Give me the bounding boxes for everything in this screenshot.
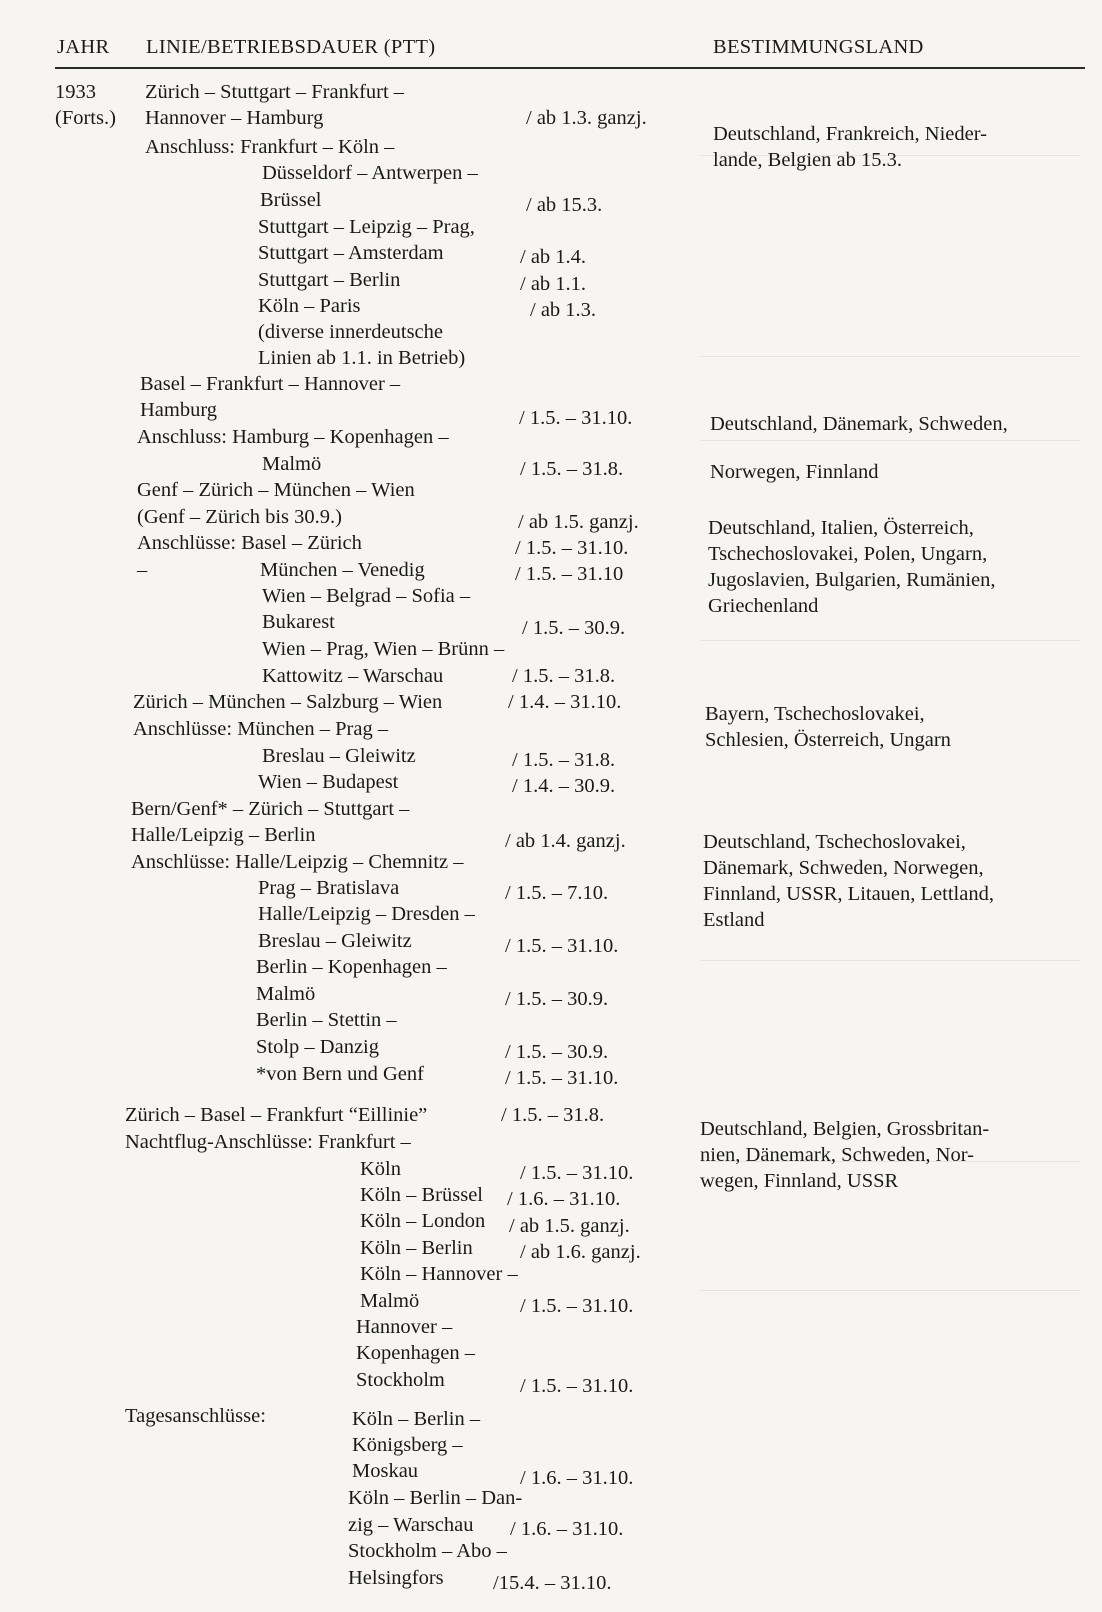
- country-line: Dänemark, Schweden, Norwegen,: [703, 857, 984, 879]
- period-line: / 1.4. – 31.10.: [508, 691, 622, 713]
- country-line: Deutschland, Frankreich, Nieder-: [713, 123, 987, 145]
- route-line: Breslau – Gleiwitz: [258, 930, 412, 952]
- route-line: Halle/Leipzig – Berlin: [131, 824, 316, 846]
- year-cell: (Forts.): [55, 107, 116, 129]
- route-line: Anschlüsse: Basel – Zürich: [137, 532, 362, 554]
- country-line: Bayern, Tschechoslovakei,: [705, 703, 925, 725]
- period-line: / 1.5. – 30.9.: [505, 988, 609, 1010]
- route-line: Hamburg: [140, 399, 218, 421]
- header-year: JAHR: [57, 36, 110, 58]
- period-line: / 1.5. – 31.10.: [520, 1295, 634, 1317]
- period-line: / 1.6. – 31.10.: [510, 1518, 624, 1540]
- period-line: / 1.5. – 7.10.: [505, 882, 609, 904]
- period-line: / ab 1.5. ganzj.: [509, 1215, 630, 1237]
- period-line: / 1.5. – 31.10.: [515, 537, 629, 559]
- period-line: / ab 1.3.: [530, 299, 597, 321]
- route-line: Anschlüsse: Halle/Leipzig – Chemnitz –: [131, 851, 464, 873]
- period-line: / ab 1.6. ganzj.: [520, 1241, 641, 1263]
- period-line: / 1.5. – 31.10: [515, 563, 624, 585]
- route-line: Köln – Berlin – Dan-: [348, 1487, 523, 1509]
- period-line: / 1.5. – 31.10.: [520, 1162, 634, 1184]
- route-line: Tagesanschlüsse:: [125, 1405, 266, 1427]
- route-line: Kopenhagen –: [356, 1342, 475, 1364]
- route-line: (Genf – Zürich bis 30.9.): [137, 506, 342, 528]
- route-line: Bukarest: [262, 611, 335, 633]
- route-line: Basel – Frankfurt – Hannover –: [140, 373, 401, 395]
- period-line: / 1.5. – 31.10.: [505, 1067, 619, 1089]
- route-line: Moskau: [352, 1460, 419, 1482]
- country-line: Jugoslavien, Bulgarien, Rumänien,: [708, 569, 996, 591]
- route-line: Anschluss: Frankfurt – Köln –: [145, 136, 395, 158]
- route-line: Zürich – Basel – Frankfurt “Eillinie”: [125, 1104, 428, 1126]
- route-line: München – Venedig: [260, 559, 425, 581]
- route-line: Köln – Berlin: [360, 1237, 473, 1259]
- route-line: (diverse innerdeutsche: [258, 321, 443, 343]
- route-line: zig – Warschau: [348, 1514, 474, 1536]
- route-line: Köln – Berlin –: [352, 1408, 481, 1430]
- period-line: / ab 1.1.: [520, 273, 587, 295]
- country-line: Griechenland: [708, 595, 819, 617]
- route-line: Kattowitz – Warschau: [262, 665, 444, 687]
- country-line: Deutschland, Belgien, Grossbritan-: [700, 1118, 990, 1140]
- route-line: Hannover –: [356, 1316, 453, 1338]
- route-line: Berlin – Stettin –: [256, 1009, 397, 1031]
- route-line: Wien – Prag, Wien – Brünn –: [262, 638, 505, 660]
- period-line: / 1.6. – 31.10.: [507, 1188, 621, 1210]
- route-line: Nachtflug-Anschlüsse: Frankfurt –: [125, 1131, 411, 1153]
- route-line: Bern/Genf* – Zürich – Stuttgart –: [131, 798, 410, 820]
- route-line: Stuttgart – Amsterdam: [258, 242, 444, 264]
- period-line: / ab 1.4. ganzj.: [505, 830, 626, 852]
- period-line: / 1.5. – 30.9.: [505, 1041, 609, 1063]
- period-line: / 1.5. – 31.8.: [512, 665, 616, 687]
- country-line: nien, Dänemark, Schweden, Nor-: [700, 1144, 974, 1166]
- route-line: *von Bern und Genf: [256, 1063, 424, 1085]
- period-line: / 1.4. – 30.9.: [512, 775, 616, 797]
- route-line: Linien ab 1.1. in Betrieb): [258, 347, 466, 369]
- route-line: Malmö: [360, 1290, 420, 1312]
- header-route: LINIE/BETRIEBSDAUER (PTT): [146, 36, 436, 58]
- route-line: Zürich – Stuttgart – Frankfurt –: [145, 81, 405, 103]
- country-line: Schlesien, Österreich, Ungarn: [705, 729, 951, 751]
- route-line: Anschluss: Hamburg – Kopenhagen –: [137, 426, 449, 448]
- period-line: / ab 1.4.: [520, 246, 587, 268]
- route-line: Malmö: [256, 983, 316, 1005]
- route-line: Hannover – Hamburg: [145, 107, 324, 129]
- route-line: Prag – Bratislava: [258, 877, 400, 899]
- route-line: Düsseldorf – Antwerpen –: [262, 162, 478, 184]
- route-line: Königsberg –: [352, 1434, 463, 1456]
- route-line: Halle/Leipzig – Dresden –: [258, 903, 475, 925]
- route-line: Wien – Belgrad – Sofia –: [262, 585, 471, 607]
- period-line: / 1.5. – 30.9.: [522, 617, 626, 639]
- year-cell: 1933: [55, 81, 96, 103]
- period-line: / 1.5. – 31.8.: [501, 1104, 605, 1126]
- route-line: –: [137, 559, 148, 581]
- period-line: / ab 1.3. ganzj.: [526, 107, 647, 129]
- period-line: / 1.5. – 31.10.: [520, 1375, 634, 1397]
- country-line: Finnland, USSR, Litauen, Lettland,: [703, 883, 994, 905]
- route-line: Stolp – Danzig: [256, 1036, 379, 1058]
- country-line: Tschechoslovakei, Polen, Ungarn,: [708, 543, 988, 565]
- route-line: Wien – Budapest: [258, 771, 399, 793]
- header-rule: [55, 67, 1085, 69]
- header-country: BESTIMMUNGSLAND: [713, 36, 924, 58]
- route-line: Berlin – Kopenhagen –: [256, 956, 447, 978]
- route-line: Stockholm – Abo –: [348, 1540, 507, 1562]
- route-line: Zürich – München – Salzburg – Wien: [133, 691, 443, 713]
- country-line: Deutschland, Dänemark, Schweden,: [710, 413, 1008, 435]
- period-line: / 1.5. – 31.10.: [505, 935, 619, 957]
- route-line: Köln: [360, 1158, 401, 1180]
- route-line: Anschlüsse: München – Prag –: [133, 718, 389, 740]
- route-line: Stuttgart – Leipzig – Prag,: [258, 216, 475, 238]
- route-line: Stockholm: [356, 1369, 445, 1391]
- country-line: Deutschland, Italien, Österreich,: [708, 517, 974, 539]
- route-line: Breslau – Gleiwitz: [262, 745, 416, 767]
- period-line: / ab 1.5. ganzj.: [518, 511, 639, 533]
- country-line: Deutschland, Tschechoslovakei,: [703, 831, 966, 853]
- route-line: Köln – Brüssel: [360, 1184, 483, 1206]
- route-line: Brüssel: [260, 189, 322, 211]
- route-line: Malmö: [262, 453, 322, 475]
- route-line: Köln – Hannover –: [360, 1263, 518, 1285]
- country-line: Estland: [703, 909, 765, 931]
- route-line: Genf – Zürich – München – Wien: [137, 479, 415, 501]
- period-line: / 1.5. – 31.10.: [519, 407, 633, 429]
- period-line: /15.4. – 31.10.: [493, 1572, 612, 1594]
- route-line: Köln – London: [360, 1210, 486, 1232]
- route-line: Köln – Paris: [258, 295, 361, 317]
- period-line: / 1.5. – 31.8.: [520, 458, 624, 480]
- period-line: / 1.6. – 31.10.: [520, 1467, 634, 1489]
- route-line: Stuttgart – Berlin: [258, 269, 401, 291]
- period-line: / 1.5. – 31.8.: [512, 749, 616, 771]
- route-line: Helsingfors: [348, 1567, 444, 1589]
- country-line: Norwegen, Finnland: [710, 461, 879, 483]
- country-line: lande, Belgien ab 15.3.: [713, 149, 903, 171]
- period-line: / ab 15.3.: [526, 194, 603, 216]
- country-line: wegen, Finnland, USSR: [700, 1170, 899, 1192]
